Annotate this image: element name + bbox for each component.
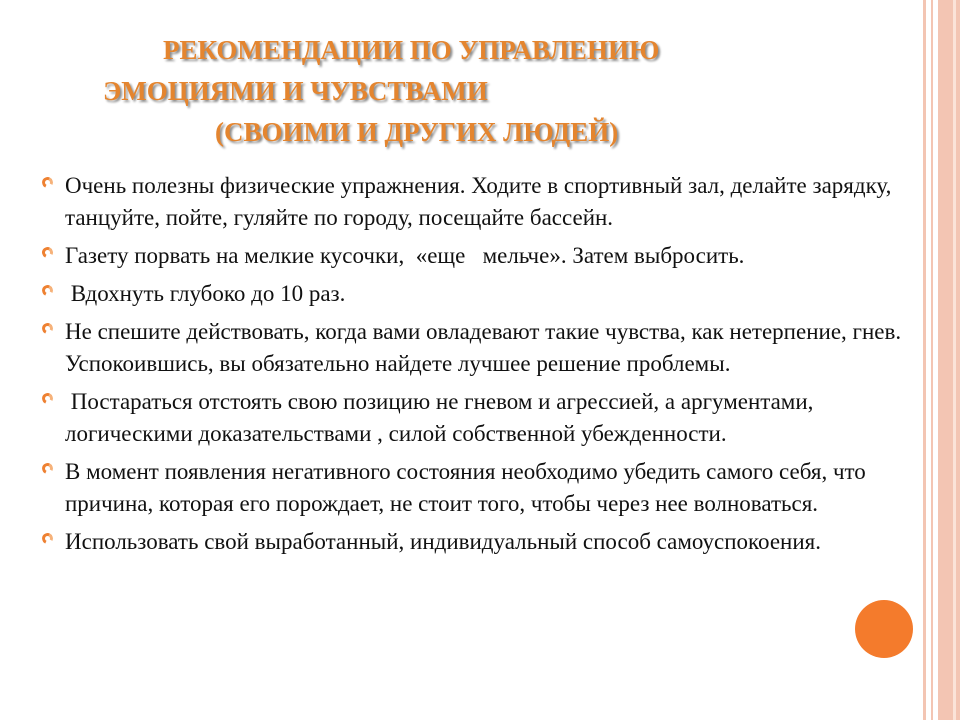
bullet-text: В момент появления негативного состояния необходимо убедить самого себя, что причина, которая его порождает, не стоит того, чтобы через нее волноваться. xyxy=(65,459,866,516)
bullet-icon xyxy=(40,461,54,475)
bullet-icon xyxy=(40,175,54,189)
bullet-item xyxy=(40,240,910,272)
bullet-icon xyxy=(40,391,54,405)
bullet-item xyxy=(40,278,910,310)
bullet-item xyxy=(40,316,910,380)
bullet-item xyxy=(40,526,910,558)
bullet-text: Газету порвать на мелкие кусочки, «еще мельче». Затем выбросить. xyxy=(65,243,745,268)
bullet-icon xyxy=(40,321,54,335)
border-stripe xyxy=(923,0,926,720)
title-line: ЭМОЦИЯМИ И ЧУВСТВАМИ xyxy=(103,76,488,106)
title-line: (СВОИМИ И ДРУГИХ ЛЮДЕЙ) xyxy=(215,117,619,147)
bullet-item xyxy=(40,456,910,520)
bullet-text: Использовать свой выработанный, индивидуальный способ самоуспокоения. xyxy=(65,529,821,554)
bullet-list xyxy=(40,170,910,564)
bullet-icon xyxy=(40,531,54,545)
bullet-text: Не спешите действовать, когда вами овладевают такие чувства, как нетерпение, гнев. Успокоившись, вы обязательно найдете лучшее решение проблемы. xyxy=(65,319,902,376)
border-stripe xyxy=(931,0,933,720)
border-stripe-wide xyxy=(938,0,960,720)
bullet-item xyxy=(40,386,910,450)
decorative-circle xyxy=(855,600,913,658)
bullet-text: Очень полезны физические упражнения. Ходите в спортивный зал, делайте зарядку, танцуйте, пойте, гуляйте по городу, посещайте бассейн. xyxy=(65,173,892,230)
bullet-icon xyxy=(40,283,54,297)
bullet-text: Постараться отстоять свою позицию не гневом и агрессией, а аргументами, логическими доказательствами , силой собственной убежденности. xyxy=(65,389,820,446)
bullet-icon xyxy=(40,245,54,259)
bullet-text: Вдохнуть глубоко до 10 раз. xyxy=(65,281,346,306)
title-line: РЕКОМЕНДАЦИИ ПО УПРАВЛЕНИЮ xyxy=(163,35,660,65)
border-stripe-inner xyxy=(953,0,956,720)
slide-title xyxy=(0,30,900,153)
bullet-item xyxy=(40,170,910,234)
